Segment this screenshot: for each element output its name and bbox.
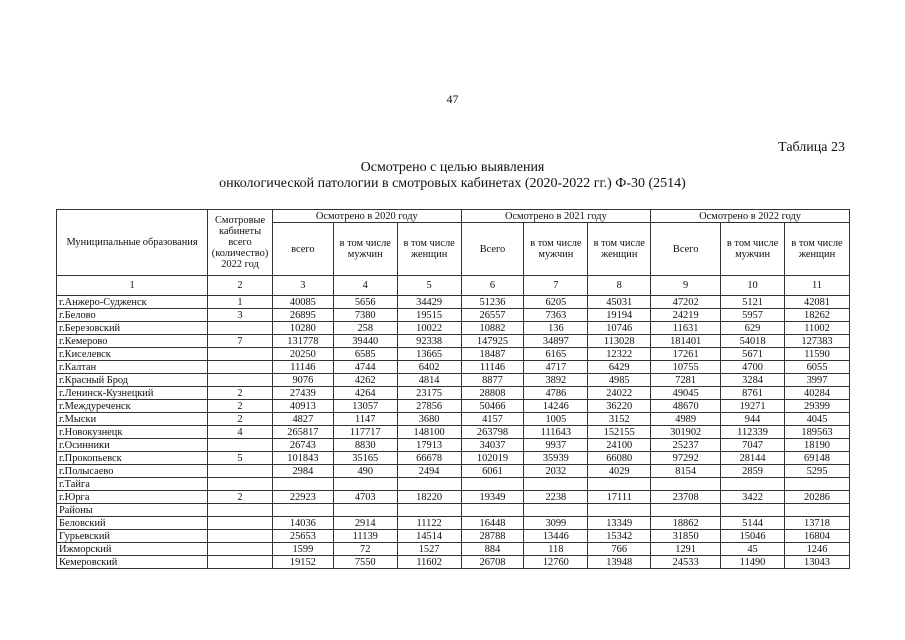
- row-label: г.Киселевск: [57, 348, 208, 361]
- row-label: г.Анжеро-Судженск: [57, 296, 208, 309]
- column-number-cell: 3: [272, 276, 333, 296]
- table-cell: [461, 504, 524, 517]
- table-cell: 3680: [397, 413, 461, 426]
- table-cell: 11002: [785, 322, 850, 335]
- table-cell: 2238: [524, 491, 588, 504]
- table-cell: 265817: [272, 426, 333, 439]
- header-year-2020: Осмотрено в 2020 году: [272, 210, 461, 223]
- table-cell: 24219: [651, 309, 721, 322]
- table-cell: 36220: [588, 400, 651, 413]
- row-label: Беловский: [57, 517, 208, 530]
- table-cell: 10022: [397, 322, 461, 335]
- table-cell: [208, 439, 273, 452]
- table-cell: 3099: [524, 517, 588, 530]
- table-cell: 4029: [588, 465, 651, 478]
- table-cell: 10882: [461, 322, 524, 335]
- table-cell: 17261: [651, 348, 721, 361]
- subheader-cell: в том числе мужчин: [333, 223, 397, 276]
- table-cell: 9937: [524, 439, 588, 452]
- table-cell: 12322: [588, 348, 651, 361]
- table-cell: 4989: [651, 413, 721, 426]
- table-cell: 6429: [588, 361, 651, 374]
- table-row: [57, 452, 850, 465]
- table-cell: 7281: [651, 374, 721, 387]
- table-cell: 19349: [461, 491, 524, 504]
- row-label: г.Тайга: [57, 478, 208, 491]
- table-cell: [208, 504, 273, 517]
- table-cell: [588, 478, 651, 491]
- table-cell: [397, 504, 461, 517]
- table-cell: 35165: [333, 452, 397, 465]
- table-cell: 4985: [588, 374, 651, 387]
- subheader-cell: в том числе женщин: [785, 223, 850, 276]
- table-cell: 6061: [461, 465, 524, 478]
- table-cell: 629: [721, 322, 785, 335]
- table-row: [57, 348, 850, 361]
- table-cell: 6402: [397, 361, 461, 374]
- table-row: [57, 387, 850, 400]
- table-cell: 117717: [333, 426, 397, 439]
- table-cell: [272, 478, 333, 491]
- table-cell: 26708: [461, 556, 524, 569]
- table-cell: 13718: [785, 517, 850, 530]
- row-label: г.Калтан: [57, 361, 208, 374]
- table-cell: 10280: [272, 322, 333, 335]
- table-cell: 131778: [272, 335, 333, 348]
- table-cell: [208, 517, 273, 530]
- table-cell: 5295: [785, 465, 850, 478]
- row-label: г.Прокопьевск: [57, 452, 208, 465]
- table-cell: 34037: [461, 439, 524, 452]
- column-number-cell: 7: [524, 276, 588, 296]
- table-cell: [208, 543, 273, 556]
- column-number-cell: 8: [588, 276, 651, 296]
- table-cell: 4700: [721, 361, 785, 374]
- row-label: г.Междуреченск: [57, 400, 208, 413]
- table-cell: [461, 478, 524, 491]
- column-number-cell: 6: [461, 276, 524, 296]
- table-cell: 18190: [785, 439, 850, 452]
- table-cell: 50466: [461, 400, 524, 413]
- table-cell: 6205: [524, 296, 588, 309]
- table-cell: 884: [461, 543, 524, 556]
- row-label: г.Мыски: [57, 413, 208, 426]
- table-row: [57, 413, 850, 426]
- table-cell: 4045: [785, 413, 850, 426]
- table-cell: 18862: [651, 517, 721, 530]
- table-cell: 7047: [721, 439, 785, 452]
- table-cell: 1291: [651, 543, 721, 556]
- table-cell: 26557: [461, 309, 524, 322]
- table-cell: 14036: [272, 517, 333, 530]
- table-cell: 42081: [785, 296, 850, 309]
- table-cell: [208, 348, 273, 361]
- table-cell: 8830: [333, 439, 397, 452]
- table-cell: [651, 504, 721, 517]
- table-cell: 2: [208, 491, 273, 504]
- table-row: [57, 504, 850, 517]
- subheader-cell: всего: [272, 223, 333, 276]
- table-cell: 4717: [524, 361, 588, 374]
- table-cell: 113028: [588, 335, 651, 348]
- table-cell: 11122: [397, 517, 461, 530]
- table-cell: 2: [208, 400, 273, 413]
- table-cell: 11146: [272, 361, 333, 374]
- table-cell: 2494: [397, 465, 461, 478]
- table-cell: 45: [721, 543, 785, 556]
- table-cell: 16804: [785, 530, 850, 543]
- table-cell: [785, 478, 850, 491]
- table-cell: 8761: [721, 387, 785, 400]
- title-line-2: онкологической патологии в смотровых кабинетах (2020-2022 гг.) Ф-30 (2514): [219, 176, 686, 191]
- table-row: [57, 491, 850, 504]
- table-cell: 13948: [588, 556, 651, 569]
- table-cell: 18487: [461, 348, 524, 361]
- table-cell: 15342: [588, 530, 651, 543]
- table-cell: 14246: [524, 400, 588, 413]
- title-line-1: Осмотрено с целью выявления: [360, 160, 545, 175]
- table-cell: 13043: [785, 556, 850, 569]
- subheader-cell: в том числе мужчин: [721, 223, 785, 276]
- row-label: г.Кемерово: [57, 335, 208, 348]
- table-cell: 27856: [397, 400, 461, 413]
- table-cell: 48670: [651, 400, 721, 413]
- table-cell: 25653: [272, 530, 333, 543]
- table-cell: 92338: [397, 335, 461, 348]
- table-cell: 2859: [721, 465, 785, 478]
- table-cell: 13057: [333, 400, 397, 413]
- table-cell: 263798: [461, 426, 524, 439]
- table-cell: [208, 556, 273, 569]
- table-cell: 490: [333, 465, 397, 478]
- table-cell: 4262: [333, 374, 397, 387]
- table-cell: 18262: [785, 309, 850, 322]
- table-cell: 34897: [524, 335, 588, 348]
- header-cabinets: Смотровые кабинеты всего (количество) 2022 год: [208, 210, 273, 276]
- table-cell: 5144: [721, 517, 785, 530]
- table-cell: 127383: [785, 335, 850, 348]
- data-table: [56, 209, 850, 569]
- table-cell: [208, 530, 273, 543]
- table-cell: 13349: [588, 517, 651, 530]
- table-cell: 102019: [461, 452, 524, 465]
- table-cell: 4703: [333, 491, 397, 504]
- table-cell: 16448: [461, 517, 524, 530]
- table-cell: 2032: [524, 465, 588, 478]
- table-cell: 40913: [272, 400, 333, 413]
- table-cell: 97292: [651, 452, 721, 465]
- column-number-cell: 1: [57, 276, 208, 296]
- subheader-cell: Всего: [651, 223, 721, 276]
- table-body: [57, 296, 850, 569]
- table-row: [57, 543, 850, 556]
- table-cell: 31850: [651, 530, 721, 543]
- row-label: г.Осинники: [57, 439, 208, 452]
- table-row: [57, 361, 850, 374]
- table-cell: 301902: [651, 426, 721, 439]
- table-cell: 28808: [461, 387, 524, 400]
- table-cell: 1527: [397, 543, 461, 556]
- table-cell: 111643: [524, 426, 588, 439]
- table-cell: 13446: [524, 530, 588, 543]
- table-cell: 4827: [272, 413, 333, 426]
- table-cell: 6585: [333, 348, 397, 361]
- table-cell: [397, 478, 461, 491]
- table-cell: 66080: [588, 452, 651, 465]
- table-cell: [785, 504, 850, 517]
- table-cell: 148100: [397, 426, 461, 439]
- header-year-2022: Осмотрено в 2022 году: [651, 210, 850, 223]
- table-cell: 4814: [397, 374, 461, 387]
- table-cell: 1: [208, 296, 273, 309]
- row-label: г.Новокузнецк: [57, 426, 208, 439]
- table-cell: 6165: [524, 348, 588, 361]
- table-cell: 118: [524, 543, 588, 556]
- table-cell: 4744: [333, 361, 397, 374]
- table-cell: 28788: [461, 530, 524, 543]
- row-label: г.Ленинск-Кузнецкий: [57, 387, 208, 400]
- table-cell: 3152: [588, 413, 651, 426]
- table-cell: 19515: [397, 309, 461, 322]
- table-cell: 7550: [333, 556, 397, 569]
- table-cell: 4264: [333, 387, 397, 400]
- table-cell: 40085: [272, 296, 333, 309]
- table-cell: [524, 478, 588, 491]
- table-cell: 3284: [721, 374, 785, 387]
- page-number: 47: [446, 92, 459, 106]
- table-row: [57, 374, 850, 387]
- table-cell: 26895: [272, 309, 333, 322]
- table-cell: 189563: [785, 426, 850, 439]
- row-label: г.Юрга: [57, 491, 208, 504]
- table-cell: [208, 478, 273, 491]
- header-year-2021: Осмотрено в 2021 году: [461, 210, 651, 223]
- column-number-cell: 4: [333, 276, 397, 296]
- table-cell: 101843: [272, 452, 333, 465]
- table-cell: [333, 478, 397, 491]
- table-cell: 12760: [524, 556, 588, 569]
- table-cell: [651, 478, 721, 491]
- table-cell: 3892: [524, 374, 588, 387]
- table-cell: 766: [588, 543, 651, 556]
- table-cell: [524, 504, 588, 517]
- row-label: Кемеровский: [57, 556, 208, 569]
- column-number-row: [57, 276, 850, 296]
- table-cell: 1246: [785, 543, 850, 556]
- header-municipality: Муниципальные образования: [57, 210, 208, 276]
- table-cell: 17111: [588, 491, 651, 504]
- column-number-cell: 2: [208, 276, 273, 296]
- table-cell: [208, 374, 273, 387]
- table-cell: 2: [208, 413, 273, 426]
- table-row: [57, 439, 850, 452]
- table-cell: 944: [721, 413, 785, 426]
- table-cell: 45031: [588, 296, 651, 309]
- table-cell: 1005: [524, 413, 588, 426]
- table-row: [57, 309, 850, 322]
- table-cell: 11602: [397, 556, 461, 569]
- table-cell: 54018: [721, 335, 785, 348]
- table-title: [0, 160, 905, 192]
- table-cell: 3: [208, 309, 273, 322]
- table-row: [57, 517, 850, 530]
- table-cell: 2984: [272, 465, 333, 478]
- table-cell: 72: [333, 543, 397, 556]
- table-cell: 8154: [651, 465, 721, 478]
- table-cell: 10755: [651, 361, 721, 374]
- table-cell: 8877: [461, 374, 524, 387]
- table-cell: 19271: [721, 400, 785, 413]
- table-cell: [333, 504, 397, 517]
- column-number-cell: 5: [397, 276, 461, 296]
- table-cell: 5957: [721, 309, 785, 322]
- table-cell: 26743: [272, 439, 333, 452]
- table-cell: 51236: [461, 296, 524, 309]
- table-cell: 28144: [721, 452, 785, 465]
- table-cell: 18220: [397, 491, 461, 504]
- subheader-cell: в том числе мужчин: [524, 223, 588, 276]
- column-number-cell: 10: [721, 276, 785, 296]
- table-cell: 66678: [397, 452, 461, 465]
- table-cell: 24533: [651, 556, 721, 569]
- table-cell: 24022: [588, 387, 651, 400]
- row-label: Гурьевский: [57, 530, 208, 543]
- table-cell: 20286: [785, 491, 850, 504]
- table-row: [57, 530, 850, 543]
- table-cell: [208, 465, 273, 478]
- table-cell: 1147: [333, 413, 397, 426]
- table-cell: 27439: [272, 387, 333, 400]
- table-cell: 147925: [461, 335, 524, 348]
- table-row: [57, 322, 850, 335]
- table-cell: 152155: [588, 426, 651, 439]
- table-cell: 22923: [272, 491, 333, 504]
- table-cell: [721, 504, 785, 517]
- table-cell: 47202: [651, 296, 721, 309]
- subheader-cell: в том числе женщин: [588, 223, 651, 276]
- table-cell: 49045: [651, 387, 721, 400]
- table-cell: 11490: [721, 556, 785, 569]
- table-cell: 25237: [651, 439, 721, 452]
- subheader-cell: Всего: [461, 223, 524, 276]
- table-row: [57, 465, 850, 478]
- table-cell: 7: [208, 335, 273, 348]
- table-cell: 69148: [785, 452, 850, 465]
- table-cell: 15046: [721, 530, 785, 543]
- table-cell: 9076: [272, 374, 333, 387]
- table-cell: 19194: [588, 309, 651, 322]
- table-row: [57, 426, 850, 439]
- table-cell: 1599: [272, 543, 333, 556]
- table-cell: 7363: [524, 309, 588, 322]
- table-cell: [588, 504, 651, 517]
- table-cell: 3997: [785, 374, 850, 387]
- table-cell: 136: [524, 322, 588, 335]
- row-label: г.Березовский: [57, 322, 208, 335]
- row-label: г.Полысаево: [57, 465, 208, 478]
- table-cell: 3422: [721, 491, 785, 504]
- column-number-cell: 9: [651, 276, 721, 296]
- table-cell: 181401: [651, 335, 721, 348]
- table-cell: 40284: [785, 387, 850, 400]
- table-cell: [208, 361, 273, 374]
- column-number-cell: 11: [785, 276, 850, 296]
- table-label: Таблица 23: [778, 140, 845, 155]
- table-cell: 24100: [588, 439, 651, 452]
- table-cell: [208, 322, 273, 335]
- table-cell: 4786: [524, 387, 588, 400]
- table-cell: 35939: [524, 452, 588, 465]
- table-cell: 39440: [333, 335, 397, 348]
- table-cell: 23708: [651, 491, 721, 504]
- table-cell: 11631: [651, 322, 721, 335]
- table-cell: 10746: [588, 322, 651, 335]
- table-row: [57, 400, 850, 413]
- table-cell: 4: [208, 426, 273, 439]
- table-cell: 29399: [785, 400, 850, 413]
- table-row: [57, 296, 850, 309]
- table-cell: 5121: [721, 296, 785, 309]
- table-cell: 11590: [785, 348, 850, 361]
- table-cell: 2914: [333, 517, 397, 530]
- table-cell: [721, 478, 785, 491]
- table-cell: 7380: [333, 309, 397, 322]
- table-cell: 6055: [785, 361, 850, 374]
- table-cell: 112339: [721, 426, 785, 439]
- table-cell: 11146: [461, 361, 524, 374]
- table-cell: 258: [333, 322, 397, 335]
- table-cell: 34429: [397, 296, 461, 309]
- table-cell: 20250: [272, 348, 333, 361]
- row-label: Ижморский: [57, 543, 208, 556]
- table-cell: 23175: [397, 387, 461, 400]
- table-cell: 4157: [461, 413, 524, 426]
- table-cell: 19152: [272, 556, 333, 569]
- table-cell: 13665: [397, 348, 461, 361]
- row-label: г.Белово: [57, 309, 208, 322]
- table-cell: 11139: [333, 530, 397, 543]
- table-cell: 5: [208, 452, 273, 465]
- table-cell: 2: [208, 387, 273, 400]
- table-row: [57, 556, 850, 569]
- table-cell: 5671: [721, 348, 785, 361]
- row-label: г.Красный Брод: [57, 374, 208, 387]
- table-row: [57, 478, 850, 491]
- table-cell: 14514: [397, 530, 461, 543]
- table-row: [57, 335, 850, 348]
- table-cell: 5656: [333, 296, 397, 309]
- subheader-cell: в том числе женщин: [397, 223, 461, 276]
- table-cell: [272, 504, 333, 517]
- row-label: Районы: [57, 504, 208, 517]
- table-cell: 17913: [397, 439, 461, 452]
